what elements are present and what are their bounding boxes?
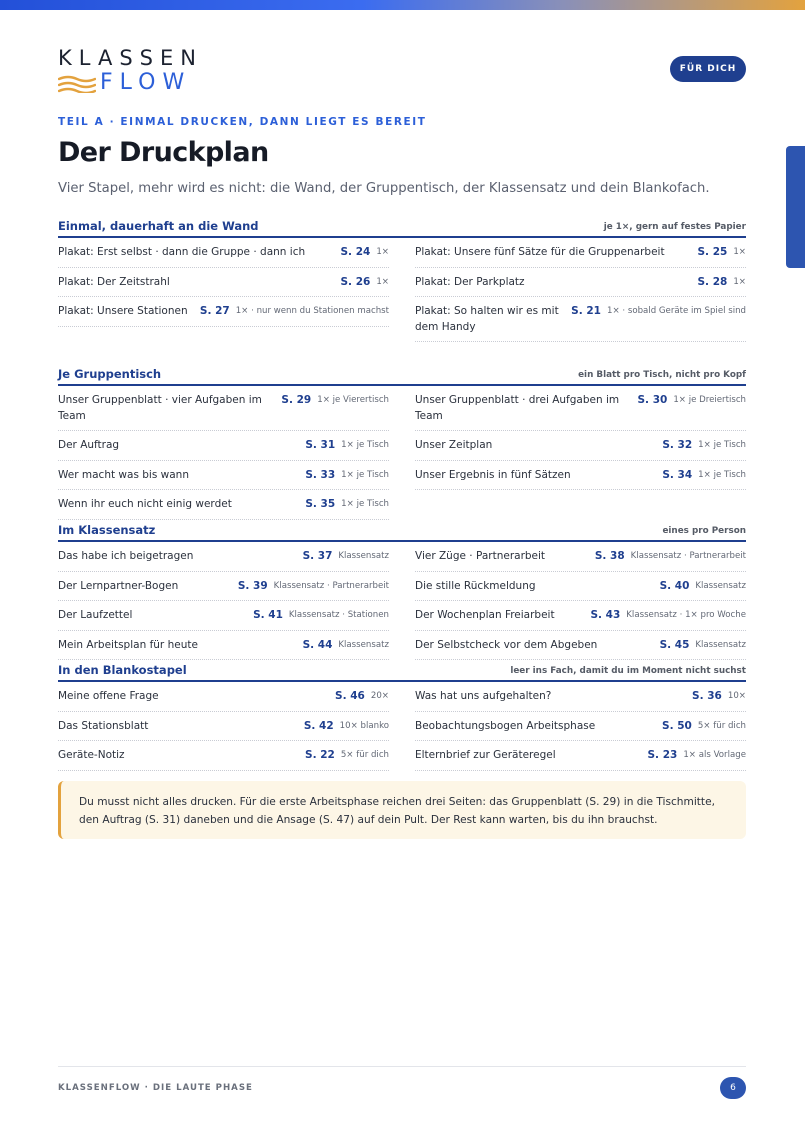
list-item bbox=[58, 461, 389, 491]
item-quantity: Klassensatz · Partnerarbeit bbox=[273, 580, 389, 591]
top-gradient-bar bbox=[0, 0, 805, 10]
item-quantity: 1× · nur wenn du Stationen machst bbox=[235, 306, 389, 316]
list-item bbox=[415, 542, 746, 572]
section-note: leer ins Fach, damit du im Moment nicht suchst bbox=[510, 666, 746, 676]
section-title: Im Klassensatz bbox=[58, 523, 156, 537]
list-item bbox=[415, 238, 746, 268]
print-section bbox=[58, 523, 746, 660]
item-label: Die stille Rückmeldung bbox=[415, 579, 536, 592]
list-item bbox=[415, 741, 746, 771]
list-item bbox=[58, 631, 389, 661]
item-page: S. 44 bbox=[302, 638, 333, 651]
item-quantity: 1× je Tisch bbox=[341, 469, 389, 480]
item-label: Beobachtungsbogen Arbeitsphase bbox=[415, 719, 596, 732]
item-label: Plakat: Unsere Stationen bbox=[58, 305, 188, 317]
item-label: Plakat: Erst selbst · dann die Gruppe · dann ich bbox=[58, 246, 306, 258]
item-page: S. 50 bbox=[662, 719, 692, 732]
item-quantity: Klassensatz · Stationen bbox=[288, 610, 389, 620]
list-item bbox=[415, 431, 746, 461]
list-item bbox=[58, 431, 389, 461]
item-quantity: Klassensatz bbox=[338, 551, 389, 561]
section-kicker: TEIL A · EINMAL DRUCKEN, DANN LIEGT ES BEREIT bbox=[58, 116, 427, 128]
item-page: S. 34 bbox=[662, 468, 693, 481]
section-title: Einmal, dauerhaft an die Wand bbox=[58, 219, 259, 233]
column-right bbox=[415, 542, 746, 660]
item-page: S. 45 bbox=[659, 638, 690, 651]
item-label: Wenn ihr euch nicht einig werdet bbox=[58, 498, 232, 510]
item-quantity: Klassensatz · 1× pro Woche bbox=[626, 610, 746, 620]
item-quantity: 1× · sobald Geräte im Spiel sind bbox=[607, 306, 746, 316]
section-header bbox=[58, 367, 746, 386]
item-page: S. 26 bbox=[340, 275, 371, 288]
list-item bbox=[58, 238, 389, 268]
item-quantity: 1× je Tisch bbox=[341, 440, 389, 450]
item-label: Der Lernpartner-Bogen bbox=[58, 579, 179, 592]
item-page: S. 23 bbox=[647, 749, 678, 761]
item-page: S. 29 bbox=[281, 394, 312, 406]
item-quantity: Klassensatz bbox=[338, 639, 389, 650]
list-item bbox=[58, 572, 389, 602]
column-left bbox=[58, 386, 389, 520]
list-item bbox=[58, 297, 389, 327]
footer-divider bbox=[58, 1066, 746, 1067]
list-item bbox=[58, 490, 389, 520]
item-quantity: 1× bbox=[376, 247, 389, 257]
section-header bbox=[58, 523, 746, 542]
list-item bbox=[415, 297, 746, 342]
item-page: S. 25 bbox=[697, 246, 728, 258]
item-quantity: 5× für dich bbox=[697, 720, 746, 731]
list-item bbox=[415, 386, 746, 431]
list-item bbox=[58, 712, 389, 742]
waves-icon bbox=[58, 75, 96, 93]
print-section bbox=[58, 663, 746, 771]
item-label: Der Laufzettel bbox=[58, 609, 133, 621]
item-label: Plakat: Der Parkplatz bbox=[415, 275, 525, 288]
item-quantity: 1× als Vorlage bbox=[683, 750, 746, 760]
item-page: S. 40 bbox=[659, 579, 690, 592]
item-page: S. 32 bbox=[662, 439, 693, 451]
side-tab-marker bbox=[786, 146, 805, 268]
item-quantity: 1× je Tisch bbox=[341, 499, 389, 509]
list-item bbox=[58, 268, 389, 298]
list-item bbox=[415, 268, 746, 298]
item-label: Der Auftrag bbox=[58, 439, 120, 451]
item-label: Das Stationsblatt bbox=[58, 719, 149, 732]
item-page: S. 39 bbox=[237, 579, 268, 592]
item-label: Geräte-Notiz bbox=[58, 749, 125, 761]
item-quantity: 10× bbox=[727, 691, 746, 701]
item-page: S. 35 bbox=[305, 498, 336, 510]
list-item bbox=[58, 601, 389, 631]
list-item bbox=[415, 572, 746, 602]
item-page: S. 21 bbox=[571, 305, 601, 317]
item-quantity: 1× je Vierertisch bbox=[317, 395, 389, 405]
item-page: S. 22 bbox=[305, 749, 335, 761]
item-label: Unser Gruppenblatt · vier Aufgaben im Team bbox=[58, 394, 262, 422]
page-title: Der Druckplan bbox=[58, 137, 269, 168]
item-quantity: 1× je Tisch bbox=[698, 440, 746, 450]
item-label: Der Wochenplan Freiarbeit bbox=[415, 609, 555, 621]
item-quantity: 5× für dich bbox=[340, 750, 389, 760]
list-item bbox=[58, 386, 389, 431]
section-title: In den Blankostapel bbox=[58, 663, 187, 677]
hint-callout: Du musst nicht alles drucken. Für die erste Arbeitsphase reichen drei Seiten: das Gruppenblatt (S. 29) in die Tischmitte, den Auftrag (S. 31) daneben und die Ansage (S. 47) auf dein Pult. Der Rest kann warten, bis du ihn brauchst. bbox=[58, 781, 746, 839]
column-left bbox=[58, 542, 389, 660]
item-page: S. 43 bbox=[590, 609, 621, 621]
item-page: S. 30 bbox=[637, 394, 668, 406]
item-label: Plakat: Unsere fünf Sätze für die Gruppenarbeit bbox=[415, 246, 665, 258]
list-item bbox=[58, 682, 389, 712]
item-quantity: 1× je Tisch bbox=[698, 469, 746, 480]
item-page: S. 33 bbox=[305, 468, 336, 481]
column-left bbox=[58, 682, 389, 771]
audience-badge: FÜR DICH bbox=[670, 56, 746, 82]
item-label: Meine offene Frage bbox=[58, 690, 159, 702]
item-label: Mein Arbeitsplan für heute bbox=[58, 638, 198, 651]
item-page: S. 27 bbox=[199, 305, 230, 317]
logo bbox=[58, 47, 203, 97]
item-page: S. 37 bbox=[302, 550, 333, 562]
item-quantity: 1× je Dreiertisch bbox=[673, 395, 746, 405]
list-item bbox=[415, 631, 746, 661]
list-item bbox=[415, 601, 746, 631]
print-section bbox=[58, 219, 746, 342]
item-label: Vier Züge · Partnerarbeit bbox=[415, 550, 546, 562]
list-item bbox=[58, 741, 389, 771]
item-label: Unser Ergebnis in fünf Sätzen bbox=[415, 468, 571, 481]
column-right bbox=[415, 682, 746, 771]
page-subtitle: Vier Stapel, mehr wird es nicht: die Wand, der Gruppentisch, der Klassensatz und dein Blankofach. bbox=[58, 181, 710, 196]
section-title: Je Gruppentisch bbox=[58, 367, 162, 381]
item-label: Unser Gruppenblatt · drei Aufgaben im Team bbox=[415, 394, 620, 422]
item-label: Das habe ich beigetragen bbox=[58, 550, 194, 562]
section-header bbox=[58, 663, 746, 682]
list-item bbox=[415, 682, 746, 712]
item-page: S. 36 bbox=[692, 690, 722, 702]
item-quantity: 1× bbox=[733, 247, 746, 257]
item-page: S. 41 bbox=[253, 609, 283, 621]
item-page: S. 28 bbox=[697, 275, 728, 288]
item-label: Plakat: Der Zeitstrahl bbox=[58, 275, 170, 288]
column-right bbox=[415, 238, 746, 342]
section-header bbox=[58, 219, 746, 238]
item-quantity: 20× bbox=[370, 691, 389, 701]
item-quantity: 1× bbox=[733, 276, 746, 287]
item-label: Elternbrief zur Geräteregel bbox=[415, 749, 556, 761]
list-item bbox=[415, 712, 746, 742]
section-note: eines pro Person bbox=[662, 526, 746, 536]
item-page: S. 42 bbox=[303, 719, 334, 732]
footer-text: KLASSENFLOW · DIE LAUTE PHASE bbox=[58, 1083, 253, 1093]
section-note: je 1×, gern auf festes Papier bbox=[603, 222, 746, 232]
column-right bbox=[415, 386, 746, 520]
print-section bbox=[58, 367, 746, 520]
item-quantity: Klassensatz · Partnerarbeit bbox=[630, 551, 746, 561]
item-page: S. 46 bbox=[335, 690, 365, 702]
list-item bbox=[58, 542, 389, 572]
item-quantity: Klassensatz bbox=[695, 639, 746, 650]
logo-text-top: KLASSEN bbox=[58, 46, 203, 70]
item-quantity: 1× bbox=[376, 276, 389, 287]
section-note: ein Blatt pro Tisch, nicht pro Kopf bbox=[578, 370, 746, 380]
page-number: 6 bbox=[720, 1077, 746, 1099]
column-left bbox=[58, 238, 389, 342]
item-label: Unser Zeitplan bbox=[415, 439, 493, 451]
item-label: Plakat: So halten wir es mit dem Handy bbox=[415, 305, 559, 333]
item-label: Der Selbstcheck vor dem Abgeben bbox=[415, 638, 598, 651]
item-label: Was hat uns aufgehalten? bbox=[415, 690, 552, 702]
item-quantity: Klassensatz bbox=[695, 580, 746, 591]
item-label: Wer macht was bis wann bbox=[58, 468, 189, 481]
item-page: S. 31 bbox=[305, 439, 336, 451]
item-quantity: 10× blanko bbox=[339, 720, 389, 731]
list-item bbox=[415, 461, 746, 491]
logo-text-bottom: FLOW bbox=[100, 70, 192, 95]
item-page: S. 24 bbox=[340, 246, 371, 258]
item-page: S. 38 bbox=[594, 550, 625, 562]
